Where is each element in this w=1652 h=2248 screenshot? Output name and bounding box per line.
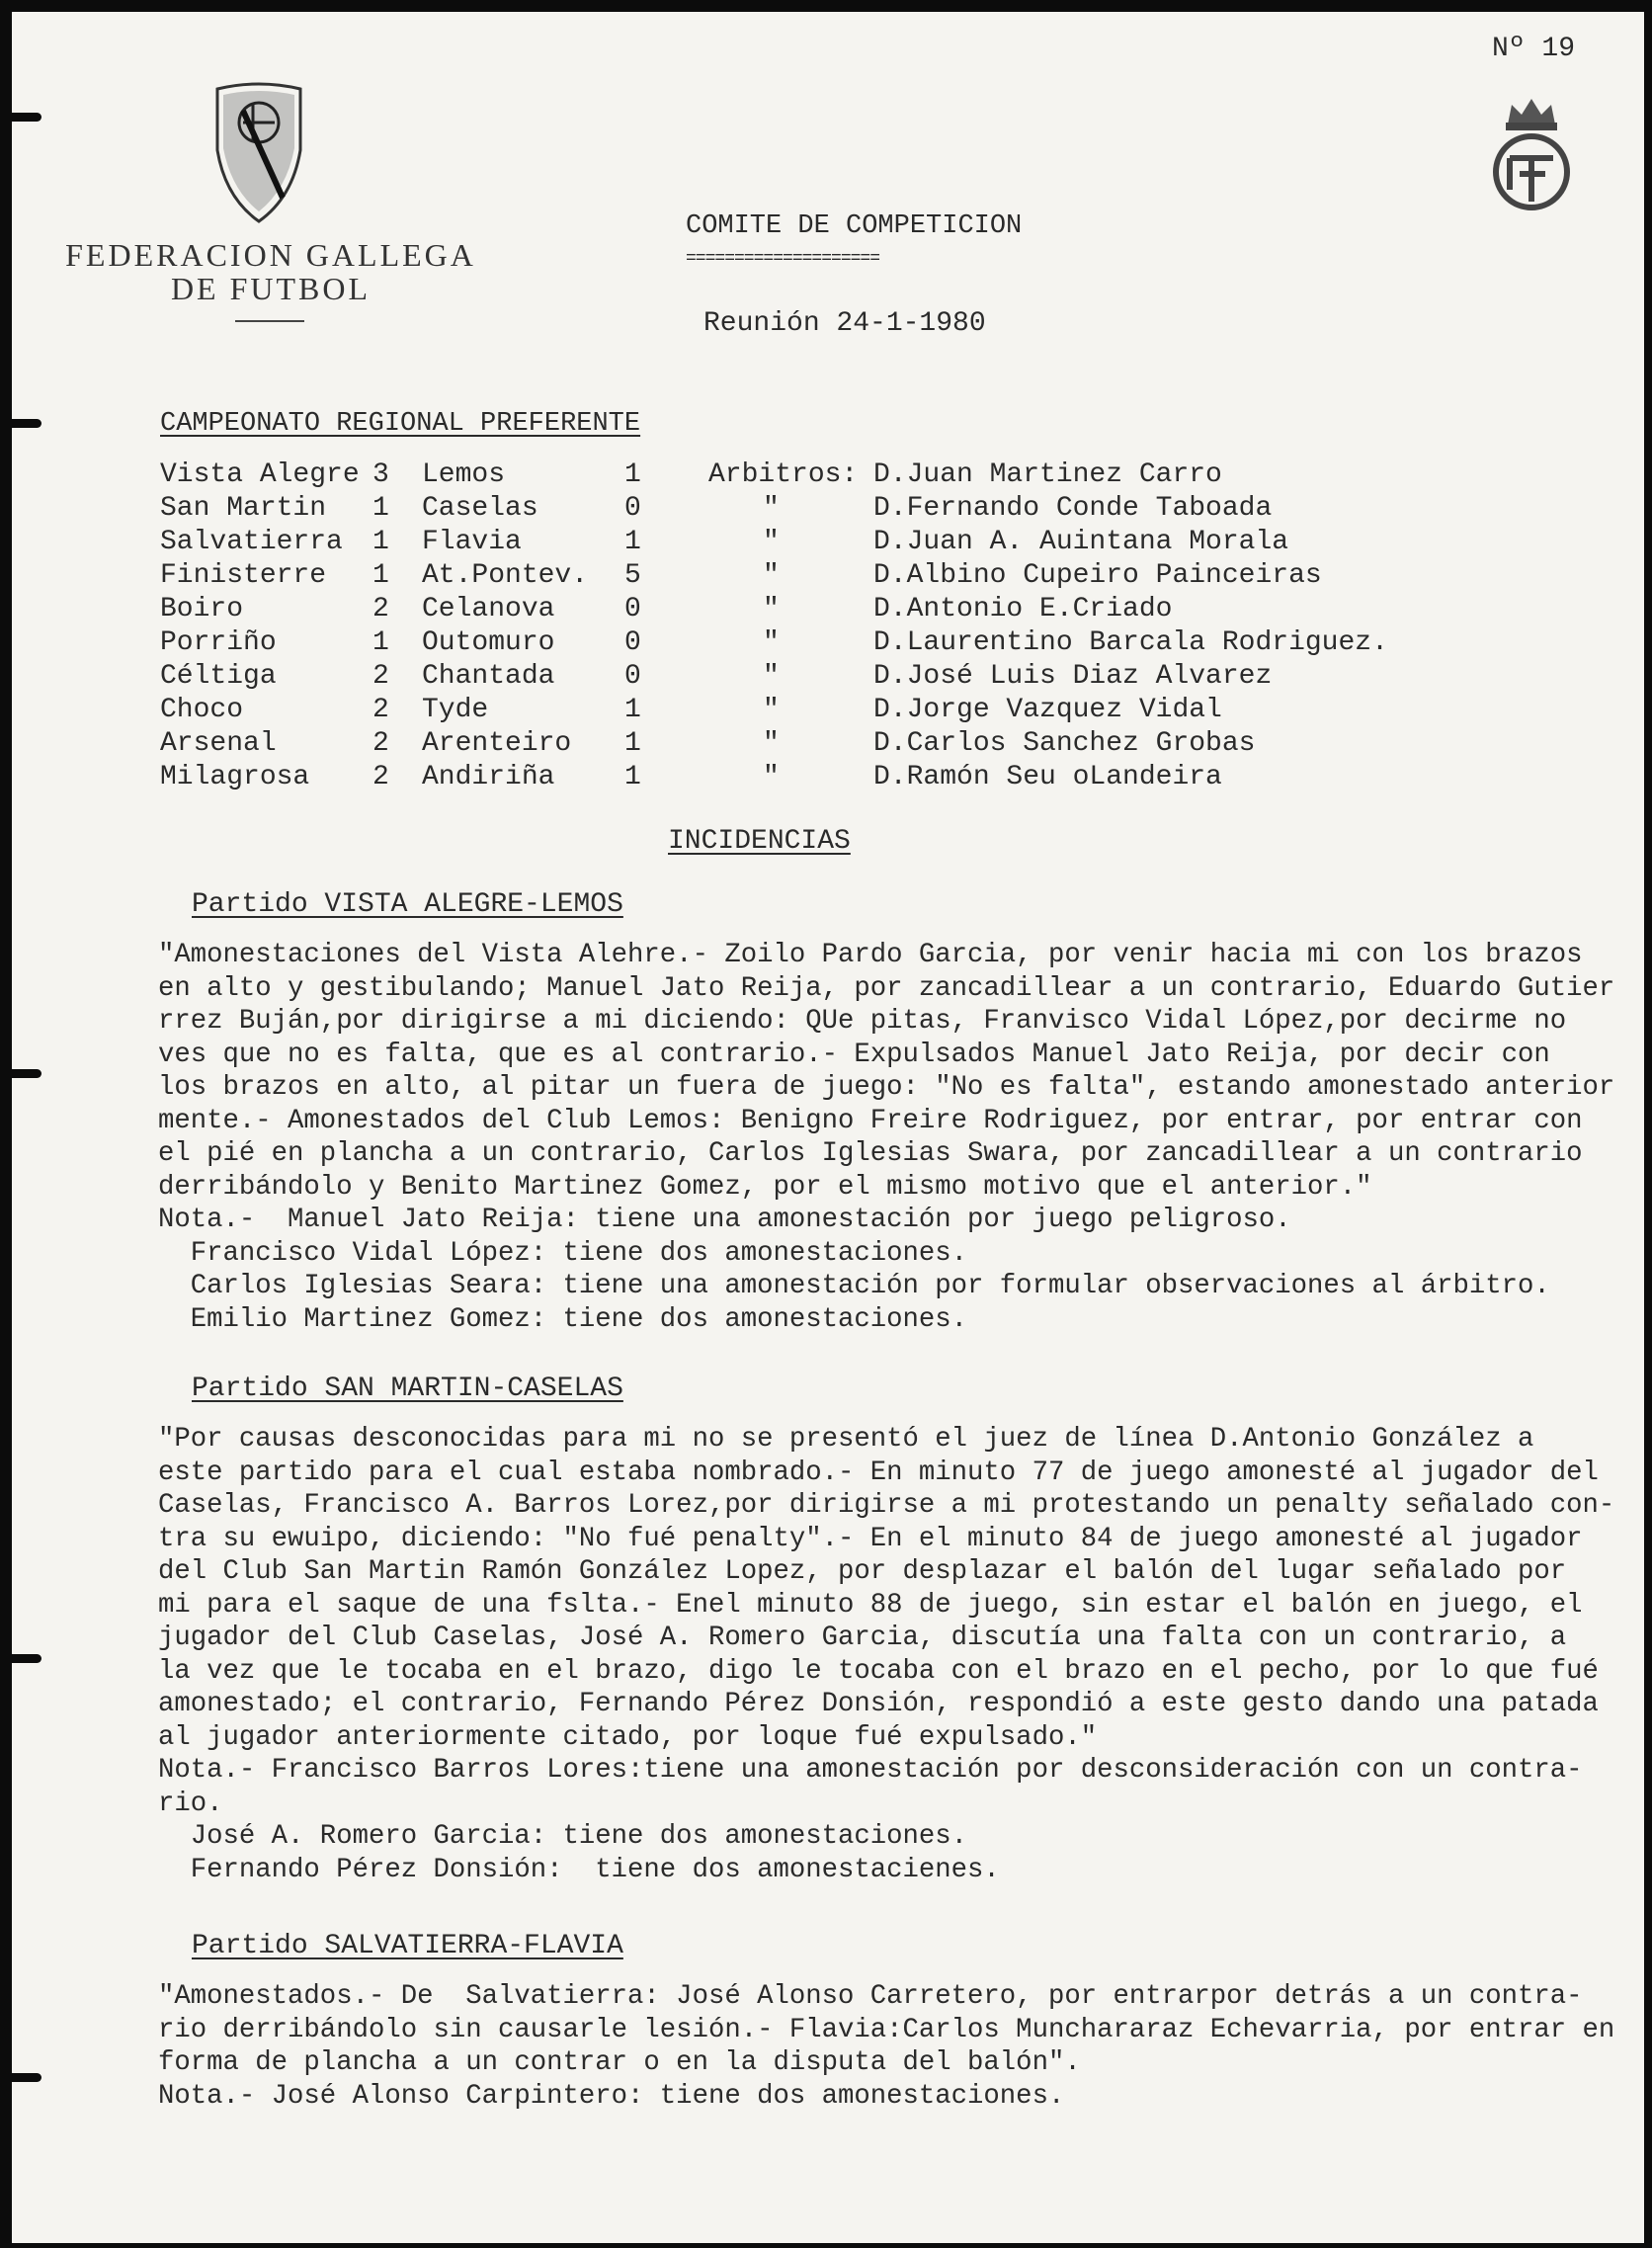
federation-name-line2: DE FUTBOL <box>170 271 372 306</box>
divider <box>235 320 304 322</box>
championship-title: CAMPEONATO REGIONAL PREFERENTE <box>160 409 641 439</box>
federation-name-line1: FEDERACION GALLEGA <box>65 237 476 273</box>
binding-hole <box>12 419 41 428</box>
match-heading: Partido VISTA ALEGRE-LEMOS <box>192 889 623 920</box>
committee-title: COMITE DE COMPETICION <box>686 211 1023 241</box>
royal-crown-crest-icon <box>1490 95 1573 213</box>
committee-title-rule: ==================== <box>686 249 880 269</box>
document-page: Nº 19 FEDERACION GALLEGA DE FUTBOL COMITE DE COMPETICION ==================== Reunión 24-1-1980 CAMPEONATO REGIONAL PREFERENTE Vista Alegre 3 Lemos 1 Arbitros: D.Juan Martinez Carro San Martin 1 Caselas 0 " D.Fernando Conde Taboada Salvatierra 1 Flavia 1 " D.Juan A. Auintana Morala Finisterre 1 At.Pontev. 5 " D.Albino Cupeiro Painceiras Boiro 2 Celanova 0 " D.Antonio E.Criado Porriño 1 Outomuro 0 " D.Laurentino Barcala Rodriguez. Céltiga 2 Chantada 0 " D.José Luis Diaz Alvarez Choco 2 Tyde 1 " D.Jorge Vazquez Vidal Arsenal 2 Arenteiro 1 " D.Carlos Sanchez Grobas Milagrosa 2 Andiriña 1 " D.Ramón Seu oLandeira INCIDENCIAS Partido VISTA ALEGRE-LEMOS "Amonestaciones del Vista Alehre.- Zoilo Pardo Garcia, por venir hacia mi con los brazos en alto y gestibulando; Manuel Jato Reija, por zancadillear a un contrario, Eduardo Gutier rrez Buján,por dirigirse a mi diciendo: QUe pitas, Franvisco Vidal López,por decirme no ves que no es falta, que es al contrario.- Expulsados Manuel Jato Reija, por decir con los brazos en alto, al pitar un fuera de juego: "No es falta", estando amonestado anterior mente.- Amonestados del Club Lemos: Benigno Freire Rodriguez, por entrar, por entrar con el pié en plancha a un contrario, Carlos Iglesias Swara, por zancadillear a un contrario derribándolo y Benito Martinez Gomez, por el mismo motivo que el anterior." Nota.- Manuel Jato Reija: tiene una amonestación por juego peligroso. Francisco Vidal López: tiene dos amonestaciones. Carlos Iglesias Seara: tiene una amonestación por formular observaciones al árbitro. Emilio Martinez Gomez: tiene dos amonestaciones. Partido SAN MARTIN-CASELAS "Por causas desconocidas para mi no se presentó el juez de línea D.Antonio González a este partido para el cual estaba nombrado.- En minuto 77 de juego amonesté al jugador del Caselas, Francisco A. Barros Lorez,por dirigirse a mi protestando un penalty señalado con- tra su ewuipo, diciendo: "No fué penalty".- En el minuto 84 de juego amonesté al jugador del Club San Martin Ramón González Lopez, por desplazar el balón del lugar señalado por mi para el saque de una fslta.- Enel minuto 88 de juego, sin estar el balón en juego, el jugador del Club Caselas, José A. Romero Garcia, discutía una falta con un contrario, a la vez que le tocaba en el brazo, digo le tocaba con el brazo en el pecho, por lo que fué amonestado; el contrario, Fernando Pérez Donsión, respondió a este gesto dando una patada al jugador anteriormente citado, por loque fué expulsado." Nota.- Francisco Barros Lores:tiene una amonestación por desconsideración con un contra- rio. José A. Romero Garcia: tiene dos amonestaciones. Fernando Pérez Donsión: tiene dos amonestacienes. Partido SALVATIERRA-FLAVIA "Amonestados.- De Salvatierra: José Alonso Carretero, por entrarpor detrás a un contra- rio derribándolo sin causarle lesión.- Flavia:Carlos Munchararaz Echevarria, por entrar en forma de plancha a un contrar o en la disputa del balón". Nota.- José Alonso Carpintero: tiene dos amonestaciones. <box>12 12 1644 2243</box>
match-heading: Partido SAN MARTIN-CASELAS <box>192 1374 623 1404</box>
page-number: Nº 19 <box>1492 34 1576 64</box>
binding-hole <box>12 2073 41 2082</box>
meeting-date: Reunión 24-1-1980 <box>703 308 986 339</box>
federation-crest-icon <box>213 81 304 227</box>
binding-hole <box>12 1069 41 1078</box>
binding-hole <box>12 1654 41 1663</box>
match-heading: Partido SALVATIERRA-FLAVIA <box>192 1931 623 1961</box>
incidents-title: INCIDENCIAS <box>668 826 851 857</box>
binding-hole <box>12 113 41 122</box>
referee-report: "Amonestados.- De Salvatierra: José Alonso Carretero, por entrarpor detrás a un contra- rio derribándolo sin causarle lesión.- Flavia:Carlos Munchararaz Echevarria, por entrar en forma de plancha a un contrar o en la disputa del balón". Nota.- José Alonso Carpintero: tiene dos amonestaciones. <box>158 1981 1615 2112</box>
referee-report: "Por causas desconocidas para mi no se presentó el juez de línea D.Antonio González a este partido para el cual estaba nombrado.- En minuto 77 de juego amonesté al jugador del Caselas, Francisco A. Barros Lorez,por dirigirse a mi protestando un penalty señalado con- tra su ewuipo, diciendo: "No fué penalty".- En el minuto 84 de juego amonesté al jugador del Club San Martin Ramón González Lopez, por desplazar el balón del lugar señalado por mi para el saque de una fslta.- Enel minuto 88 de juego, sin estar el balón en juego, el jugador del Club Caselas, José A. Romero Garcia, discutía una falta con un contrario, a la vez que le tocaba en el brazo, digo le tocaba con el brazo en el pecho, por lo que fué amonestado; el contrario, Fernando Pérez Donsión, respondió a este gesto dando una patada al jugador anteriormente citado, por loque fué expulsado." Nota.- Francisco Barros Lores:tiene una amonestación por desconsideración con un contra- rio. José A. Romero Garcia: tiene dos amonestaciones. Fernando Pérez Donsión: tiene dos amonestacienes. <box>158 1424 1615 1885</box>
referee-report: "Amonestaciones del Vista Alehre.- Zoilo Pardo Garcia, por venir hacia mi con los brazos en alto y gestibulando; Manuel Jato Reija, por zancadillear a un contrario, Eduardo Gutier rrez Buján,por dirigirse a mi diciendo: QUe pitas, Franvisco Vidal López,por decirme no ves que no es falta, que es al contrario.- Expulsados Manuel Jato Reija, por decir con los brazos en alto, al pitar un fuera de juego: "No es falta", estando amonestado anterior mente.- Amonestados del Club Lemos: Benigno Freire Rodriguez, por entrar, por entrar con el pié en plancha a un contrario, Carlos Iglesias Swara, por zancadillear a un contrario derribándolo y Benito Martinez Gomez, por el mismo motivo que el anterior." Nota.- Manuel Jato Reija: tiene una amonestación por juego peligroso. Francisco Vidal López: tiene dos amonestaciones. Carlos Iglesias Seara: tiene una amonestación por formular observaciones al árbitro. Emilio Martinez Gomez: tiene dos amonestaciones. <box>158 940 1615 1335</box>
